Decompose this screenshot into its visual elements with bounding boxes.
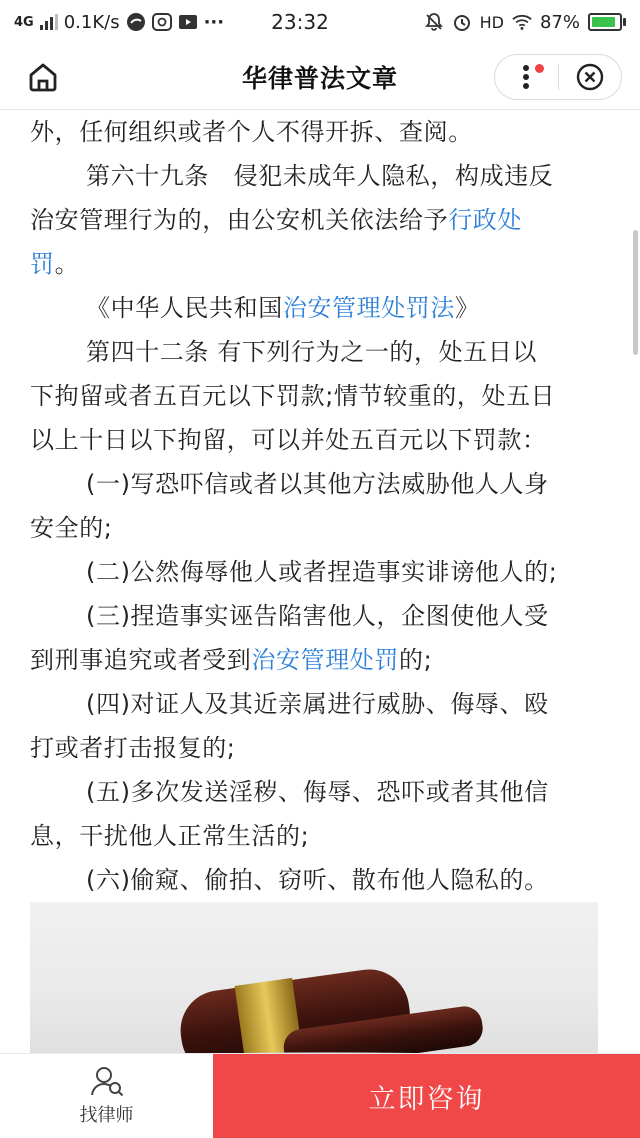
more-vertical-icon [522, 64, 530, 90]
wifi-icon [512, 12, 532, 32]
article-text: 治安管理行为的，由公安机关依法给予 [30, 206, 449, 234]
article-text: (一)写恐吓信或者以其他方法威胁他人人身 [86, 470, 549, 498]
chat-notification-icon [152, 12, 172, 32]
article-line [30, 286, 620, 330]
article-text: (五)多次发送淫秽、侮辱、恐吓或者其他信 [86, 778, 549, 806]
article-text: (四)对证人及其近亲属进行威胁、侮辱、殴 [86, 690, 549, 718]
article-line [30, 330, 620, 374]
app-notification-icon [126, 12, 146, 32]
article-text: 的; [399, 646, 433, 674]
page-title: 华律普法文章 [241, 63, 398, 93]
article-link[interactable]: 行政处 [448, 206, 523, 234]
article-line [30, 110, 620, 154]
signal-icon [40, 14, 58, 30]
consult-now-button[interactable]: 立即咨询 [213, 1054, 640, 1138]
article-line [30, 154, 620, 198]
hd-label: HD [479, 12, 504, 32]
article-image [30, 902, 598, 1062]
status-bar [0, 0, 640, 44]
article-link[interactable]: 治安管理处罚法 [282, 294, 456, 322]
alarm-icon [452, 12, 472, 32]
close-button[interactable] [559, 55, 622, 99]
article-line [30, 418, 620, 462]
article-text: 》 [455, 294, 480, 322]
article-line [30, 550, 620, 594]
find-lawyer-button[interactable] [0, 1054, 213, 1138]
notification-dot [535, 64, 544, 73]
article-text: (三)捏造事实诬告陷害他人，企图使他人受 [86, 602, 549, 630]
article-body [30, 110, 620, 902]
article-text: 安全的; [30, 514, 113, 542]
article-line [30, 858, 620, 902]
article-text: 到刑事追究或者受到 [30, 646, 252, 674]
article-line [30, 506, 620, 550]
more-dots-icon: ··· [203, 11, 225, 33]
battery-percent: 87% [539, 11, 580, 33]
article-text: 打或者打击报复的; [30, 734, 236, 762]
gavel-image [30, 902, 598, 1062]
article-text: 。 [54, 250, 80, 278]
article-line [30, 594, 620, 638]
article-text: (六)偷窥、偷拍、窃听、散布他人隐私的。 [86, 866, 549, 894]
more-button[interactable] [495, 55, 558, 99]
network-type: 4G [14, 14, 34, 30]
article-text: (二)公然侮辱他人或者捏造事实诽谤他人的; [86, 558, 558, 586]
clock: 23:32 [271, 10, 329, 34]
article-line [30, 374, 620, 418]
mute-bell-icon [424, 12, 444, 32]
bottom-action-bar [0, 1053, 640, 1138]
user-search-icon [90, 1065, 124, 1097]
article-line [30, 462, 620, 506]
article-line [30, 726, 620, 770]
article-line [30, 198, 620, 242]
article-line [30, 682, 620, 726]
article-text: 外，任何组织或者个人不得开拆、查阅。 [30, 118, 473, 146]
article-text: 《中华人民共和国 [86, 294, 283, 322]
article-line [30, 242, 620, 286]
article-text: 下拘留或者五百元以下罚款;情节较重的，处五日 [30, 382, 556, 410]
find-lawyer-label: 找律师 [79, 1105, 134, 1126]
mini-program-capsule [494, 54, 622, 100]
article-link[interactable]: 治安管理处罚 [251, 646, 400, 674]
article-line [30, 770, 620, 814]
article-text: 以上十日以下拘留，可以并处五百元以下罚款： [30, 426, 547, 454]
status-right [406, 12, 626, 33]
article-text: 第六十九条 侵犯未成年人隐私，构成违反 [86, 162, 554, 190]
article-line [30, 814, 620, 858]
title-bar [0, 44, 640, 110]
article-text: 第四十二条 有下列行为之一的，处五日以 [86, 338, 538, 366]
article-line [30, 638, 620, 682]
article-text: 息，干扰他人正常生活的; [30, 822, 310, 850]
scrollbar[interactable] [633, 230, 638, 355]
close-circle-icon [576, 63, 604, 91]
network-speed: 0.1K/s [63, 11, 120, 33]
battery-icon [588, 13, 626, 31]
article-link[interactable]: 罚 [30, 250, 55, 278]
